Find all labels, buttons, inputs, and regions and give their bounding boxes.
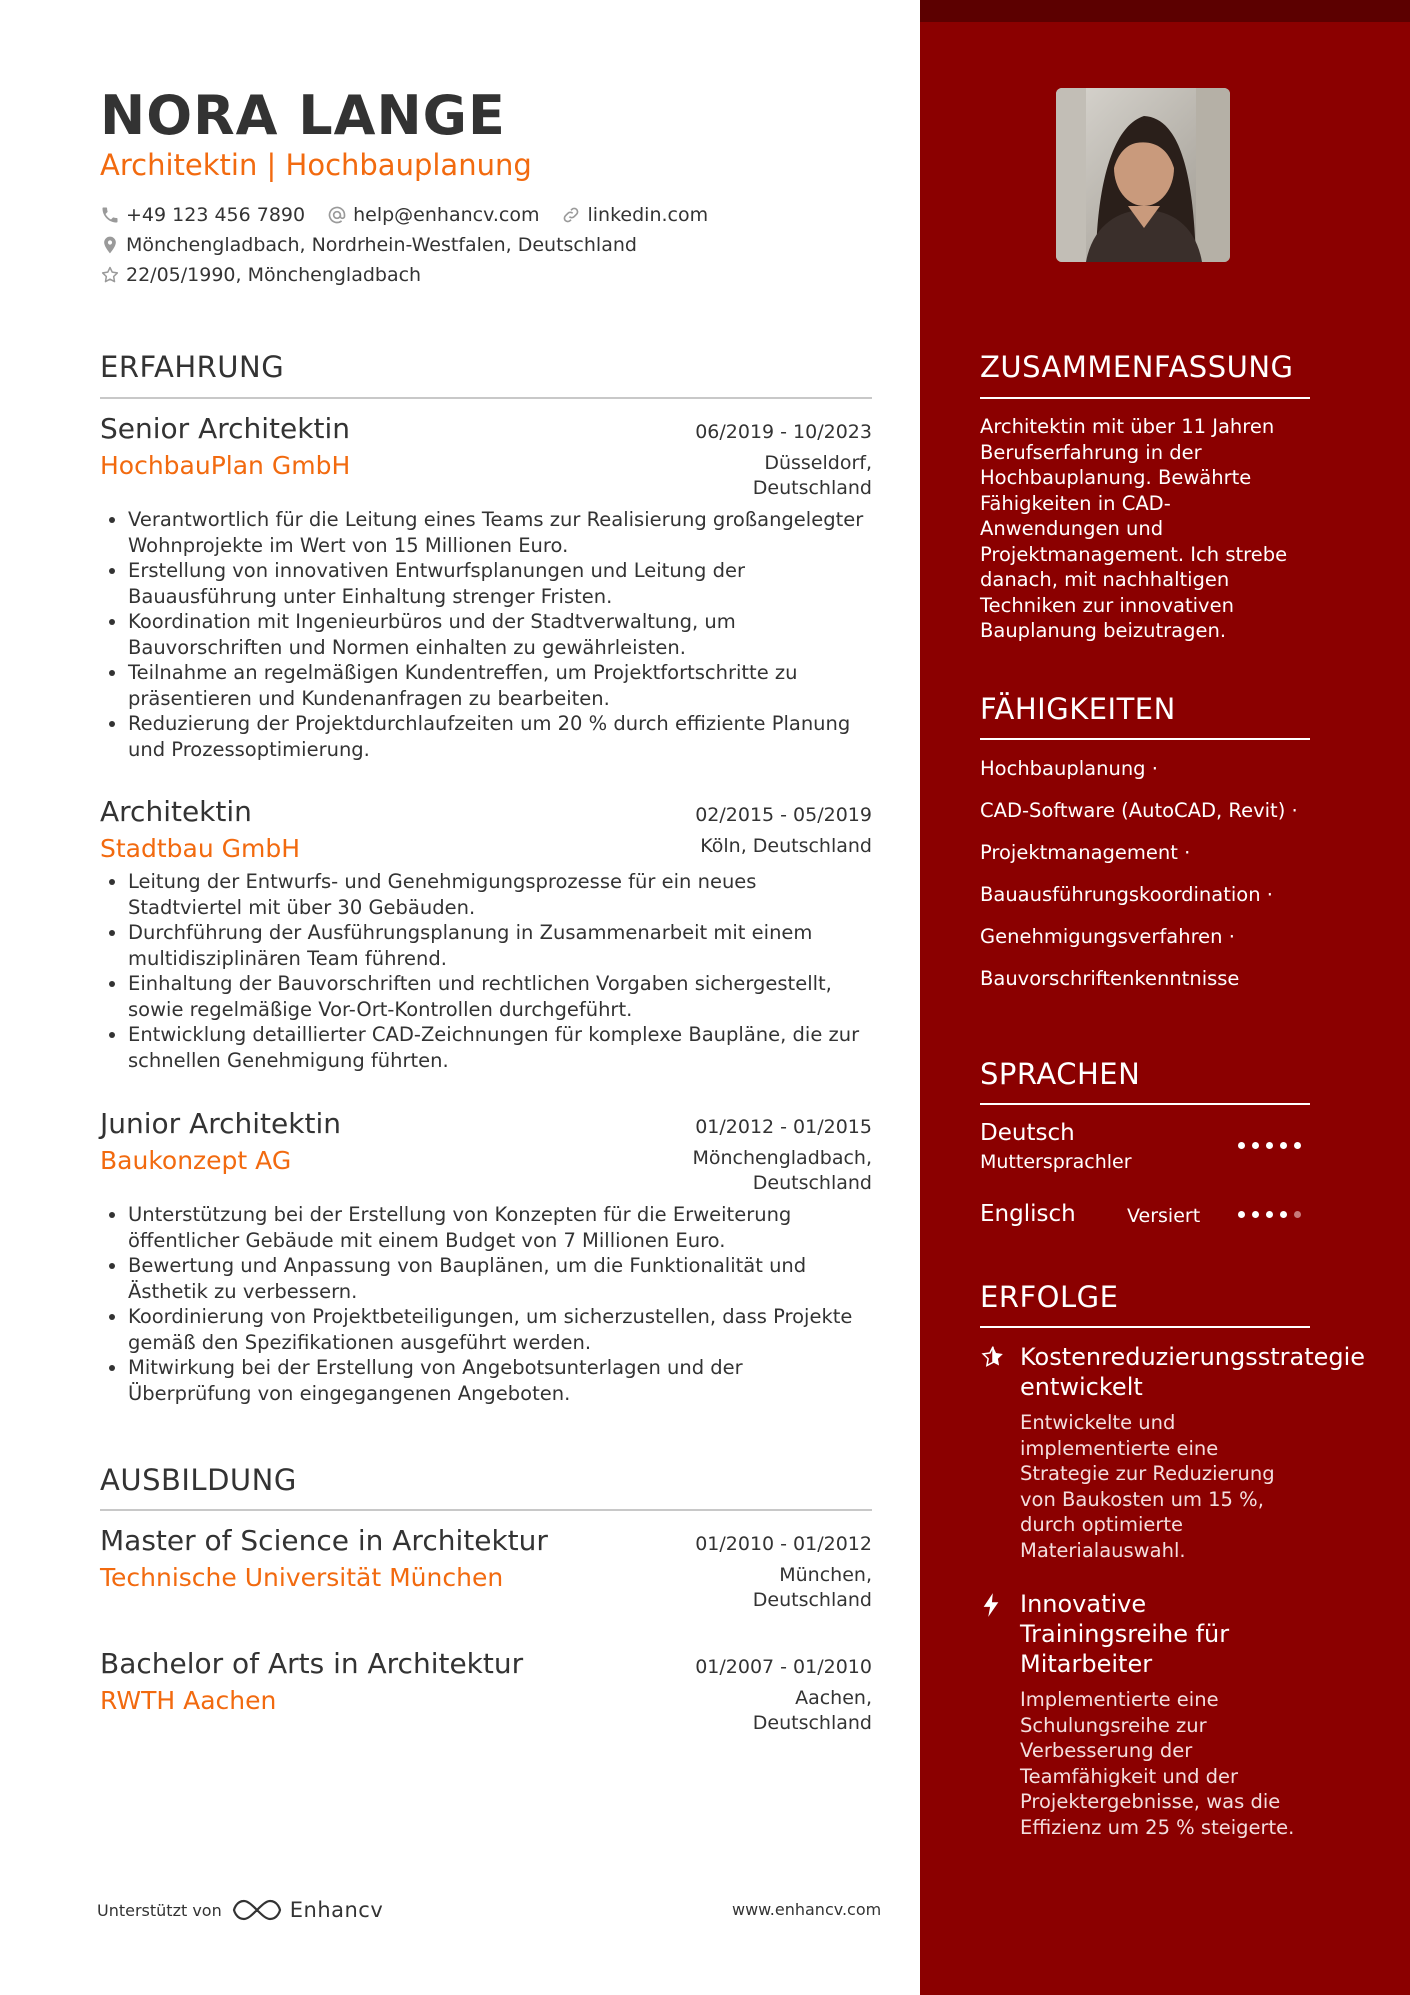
education-date: 01/2007 - 01/2010 [695, 1656, 872, 1678]
achievement-description: Implementierte eine Schulungsreihe zur Verbesserung der Teamfähigkeit und der Projektergebnisse, was die Effizienz um 25 % steigerte. [1020, 1688, 1295, 1839]
achievement-description: Entwickelte und implementierte eine Strategie zur Reduzierung von Baukosten um 15 %, durch optimierte Materialauswahl. [1020, 1411, 1275, 1562]
education-date: 01/2010 - 01/2012 [695, 1533, 872, 1555]
phone-text: +49 123 456 7890 [126, 204, 306, 226]
lightning-icon [980, 1592, 1002, 1622]
email-text: help@enhancv.com [353, 204, 540, 226]
job-bullets [100, 507, 872, 762]
linkedin-item[interactable] [561, 204, 708, 226]
enhancv-brand[interactable]: Enhancv [289, 1898, 384, 1922]
powered-by-text: Unterstützt von [97, 1900, 222, 1920]
rating-dot [1266, 1142, 1273, 1149]
job-location: Köln, Deutschland [700, 835, 872, 857]
language-rating [1238, 1211, 1308, 1218]
rating-dot [1266, 1211, 1273, 1218]
rating-dot [1238, 1142, 1245, 1149]
link-icon [561, 205, 581, 225]
job-date: 01/2012 - 01/2015 [695, 1116, 872, 1138]
job-date: 02/2015 - 05/2019 [695, 804, 872, 826]
school-name: Technische Universität München [100, 1563, 504, 1592]
map-pin-icon [100, 235, 120, 255]
job-entry [100, 1107, 872, 1406]
job-title: Senior Architektin [100, 412, 350, 445]
experience-title: ERFAHRUNG [100, 350, 285, 384]
birth-row [100, 264, 421, 286]
list-item: • Koordination mit Ingenieurbüros und der Stadtverwaltung, um Bauvorschriften und Normen einhalten zu gewährleisten. [128, 609, 872, 660]
skill-item: CAD-Software (AutoCAD, Revit) · [980, 799, 1298, 822]
job-date: 06/2019 - 10/2023 [695, 421, 872, 443]
phone-icon [100, 205, 120, 225]
location-text: Mönchengladbach, Nordrhein-Westfalen, Deutschland [126, 234, 637, 256]
achievements-title: ERFOLGE [980, 1280, 1119, 1314]
achievements-divider [980, 1326, 1310, 1328]
job-company: HochbauPlan GmbH [100, 451, 351, 480]
enhancv-logo-icon [232, 1897, 282, 1923]
language-level: Versiert [1127, 1205, 1201, 1227]
summary-text: Architektin mit über 11 Jahren Berufserfahrung in der Hochbauplanung. Bewährte Fähigkeiten in CAD-Anwendungen und Projektmanagement. Ich strebe danach, mit nachhaltigen Techniken zur innovativen Bauplanung beizutragen. [980, 415, 1288, 642]
skill-item: Genehmigungsverfahren · [980, 925, 1235, 948]
job-title: Junior Architektin [100, 1107, 341, 1140]
school-name: RWTH Aachen [100, 1686, 277, 1715]
rating-dot [1280, 1211, 1287, 1218]
rating-dot [1294, 1211, 1301, 1218]
sidebar-top-band [920, 0, 1410, 22]
skill-item: Bauausführungskoordination · [980, 883, 1273, 906]
language-name: Englisch [980, 1201, 1076, 1227]
rating-dot [1238, 1211, 1245, 1218]
candidate-name: NORA LANGE [100, 84, 506, 147]
skill-item: Hochbauplanung · [980, 757, 1158, 780]
list-item: • Erstellung von innovativen Entwurfsplanungen und Leitung der Bauausführung unter Einhaltung strenger Fristen. [128, 558, 872, 609]
job-bullets [100, 1202, 872, 1406]
list-item: • Mitwirkung bei der Erstellung von Angebotsunterlagen und der Überprüfung von eingegangenen Angeboten. [128, 1355, 872, 1406]
location-row [100, 234, 637, 256]
job-bullets [100, 869, 872, 1073]
star-icon [980, 1344, 1006, 1374]
contact-row [100, 204, 730, 226]
experience-divider [100, 397, 872, 399]
language-name: Deutsch [980, 1120, 1075, 1146]
languages-divider [980, 1103, 1310, 1105]
portrait-image [1056, 88, 1230, 262]
job-company: Stadtbau GmbH [100, 834, 301, 863]
at-icon [327, 205, 347, 225]
list-item: • Leitung der Entwurfs- und Genehmigungsprozesse für ein neues Stadtviertel mit über 30 Gebäuden. [128, 869, 872, 920]
degree-title: Master of Science in Architektur [100, 1524, 548, 1557]
candidate-role: Architektin | Hochbauplanung [100, 148, 532, 182]
job-company: Baukonzept AG [100, 1146, 292, 1175]
language-rating [1238, 1142, 1308, 1149]
education-title: AUSBILDUNG [100, 1463, 297, 1497]
list-item: • Unterstützung bei der Erstellung von Konzepten für die Erweiterung öffentlicher Gebäude mit einem Budget von 7 Millionen Euro. [128, 1202, 872, 1253]
rating-dot [1252, 1211, 1259, 1218]
achievement-title: Kostenreduzierungsstrategie entwickelt [1020, 1343, 1366, 1401]
job-entry [100, 795, 872, 1073]
list-item: • Reduzierung der Projektdurchlaufzeiten um 20 % durch effiziente Planung und Prozessoptimierung. [128, 711, 872, 762]
list-item: • Entwicklung detaillierter CAD-Zeichnungen für komplexe Baupläne, die zur schnellen Genehmigung führten. [128, 1022, 872, 1073]
list-item: • Koordinierung von Projektbeteiligungen, um sicherzustellen, dass Projekte gemäß den Spezifikationen ausgeführt werden. [128, 1304, 872, 1355]
phone-item[interactable] [100, 204, 305, 226]
summary-divider [980, 397, 1310, 399]
birth-text: 22/05/1990, Mönchengladbach [126, 264, 422, 286]
list-item: • Verantwortlich für die Leitung eines Teams zur Realisierung großangelegter Wohnprojekte im Wert von 15 Millionen Euro. [128, 507, 872, 558]
achievement-title: Innovative Trainingsreihe für Mitarbeiter [1020, 1590, 1230, 1678]
star-outline-icon [100, 265, 120, 285]
avatar [1056, 88, 1230, 262]
summary-title: ZUSAMMENFASSUNG [980, 350, 1294, 384]
language-level: Muttersprachler [980, 1151, 1132, 1173]
job-location: Düsseldorf, Deutschland [752, 452, 872, 499]
job-title: Architektin [100, 795, 252, 828]
skill-item: Projektmanagement · [980, 841, 1191, 864]
footer-url[interactable]: www.enhancv.com [732, 1900, 882, 1919]
list-item: • Bewertung und Anpassung von Bauplänen, um die Funktionalität und Ästhetik zu verbessern. [128, 1253, 872, 1304]
footer-powered-by [97, 1897, 383, 1923]
education-location: München, Deutschland [752, 1564, 872, 1611]
skills-divider [980, 738, 1310, 740]
education-entry [100, 1524, 872, 1613]
languages-title: SPRACHEN [980, 1057, 1141, 1091]
skills-title: FÄHIGKEITEN [980, 692, 1176, 726]
job-entry [100, 412, 872, 762]
education-location: Aachen, Deutschland [752, 1687, 872, 1734]
email-item[interactable] [327, 204, 539, 226]
skill-item: Bauvorschriftenkenntnisse [980, 967, 1240, 990]
rating-dot [1280, 1142, 1287, 1149]
linkedin-text: linkedin.com [587, 204, 709, 226]
list-item: • Einhaltung der Bauvorschriften und rechtlichen Vorgaben sichergestellt, sowie regelmäßige Vor-Ort-Kontrollen durchgeführt. [128, 971, 872, 1022]
job-location: Mönchengladbach, Deutschland [692, 1147, 872, 1194]
degree-title: Bachelor of Arts in Architektur [100, 1647, 524, 1680]
rating-dot [1252, 1142, 1259, 1149]
education-divider [100, 1509, 872, 1511]
education-entry [100, 1647, 872, 1736]
rating-dot [1294, 1142, 1301, 1149]
list-item: • Durchführung der Ausführungsplanung in Zusammenarbeit mit einem multidisziplinären Team führend. [128, 920, 872, 971]
list-item: • Teilnahme an regelmäßigen Kundentreffen, um Projektfortschritte zu präsentieren und Kundenanfragen zu bearbeiten. [128, 660, 872, 711]
